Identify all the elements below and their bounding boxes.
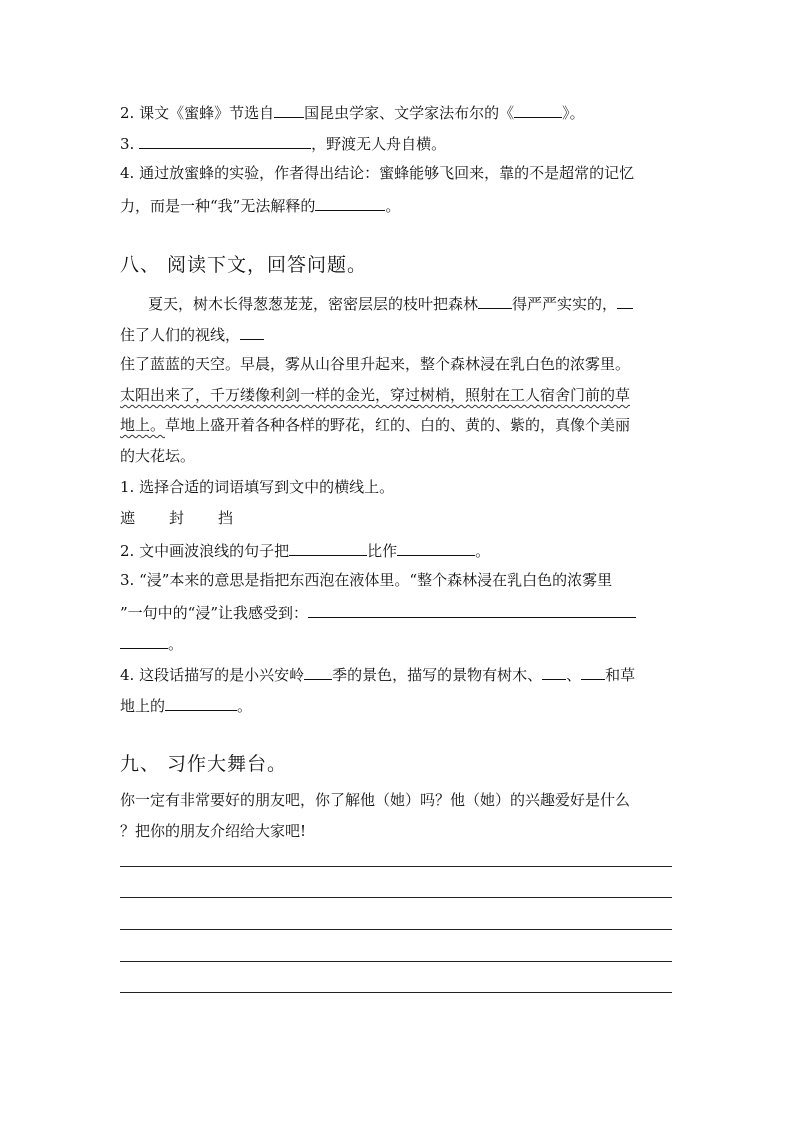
question-8-3-prefix: ”一句中的“浸”让我感受到： (120, 604, 309, 622)
question-8-4-prefix: 4. 这段话描写的是小兴安岭 (120, 666, 305, 684)
question-8-3-line1: 3. “浸”本来的意思是指把东西泡在液体里。“整个森林浸在乳白色的浓雾里 (120, 571, 613, 589)
passage-line-6: 的大花坛。 (120, 447, 196, 465)
question-8-4-suffix: 。 (237, 697, 253, 715)
answer-blank-8-2-b[interactable] (397, 539, 475, 556)
question-8-4-middle: 季的景色，描写的景物有树木、 (332, 666, 543, 684)
question-8-2-prefix: 2. 文中画波浪线的句子把 (120, 542, 290, 560)
writing-prompt-line1: 你一定有非常要好的朋友吧，你了解他（她）吗？他（她）的兴趣爱好是什么 (120, 791, 631, 809)
word-choice: 遮 (120, 509, 136, 527)
question-8-4-middle2: 和草 (605, 666, 636, 684)
passage-line-3: 住了蓝蓝的天空。早晨，雾从山谷里升起来，整个森林浸在乳白色的浓雾里。 (120, 355, 631, 373)
answer-blank-8-4-c[interactable] (581, 663, 605, 680)
writing-line[interactable] (120, 929, 672, 930)
passage-text: 夏天，树木长得葱葱茏茏，密密层层的枝叶把森林 (148, 295, 479, 313)
passage-blank-3[interactable] (240, 323, 264, 340)
question-8-3-suffix: 。 (168, 635, 184, 653)
question-8-4-separator: 、 (566, 666, 582, 684)
answer-blank-8-3-b[interactable] (120, 632, 168, 649)
wavy-underlined-sentence: 太阳出来了，千万缕像利剑一样的金光，穿过树梢，照射在工人宿舍门前的草 (120, 386, 631, 404)
writing-line[interactable] (120, 897, 672, 898)
answer-blank-7-4[interactable] (315, 194, 385, 211)
question-7-4-line2 (120, 194, 680, 216)
question-8-1: 1. 选择合适的词语填写到文中的横线上。 (120, 478, 395, 496)
question-7-2-suffix: 》。 (562, 104, 585, 122)
question-7-4-suffix: 。 (385, 197, 401, 215)
passage-line-1 (148, 292, 708, 314)
question-7-4-line1: 4. 通过放蜜蜂的实验，作者得出结论：蜜蜂能够飞回来，靠的不是超常的记忆 (120, 164, 635, 182)
passage-line-4 (120, 385, 680, 405)
writing-line[interactable] (120, 866, 672, 867)
question-7-2 (120, 101, 680, 123)
question-7-3-suffix: ，野渡无人舟自横。 (311, 135, 447, 153)
question-7-3-number: 3. (120, 135, 140, 153)
question-8-2 (120, 539, 680, 561)
question-8-4-prefix2: 地上的 (120, 697, 166, 715)
question-7-2-prefix: 2. 课文《蜜蜂》节选自 (120, 104, 275, 122)
writing-prompt-line2: ？把你的朋友介绍给大家吧! (120, 822, 307, 840)
answer-blank-7-3[interactable] (139, 132, 311, 149)
word-choice: 封 (169, 509, 185, 527)
passage-blank-2[interactable] (617, 292, 633, 309)
word-choice: 挡 (218, 509, 234, 527)
section-9-heading: 九、 习作大舞台。 (120, 753, 288, 775)
question-7-2-middle: 国昆虫学家、文学家法布尔的《 (304, 104, 515, 122)
question-8-4-line1 (120, 663, 680, 685)
question-8-2-suffix: 。 (475, 542, 491, 560)
answer-blank-8-3-a[interactable] (308, 601, 636, 618)
passage-blank-1[interactable] (478, 292, 512, 309)
writing-line[interactable] (120, 992, 672, 993)
section-8-heading: 八、 阅读下文，回答问题。 (120, 254, 368, 276)
answer-blank-8-4-b[interactable] (542, 663, 566, 680)
answer-blank-8-4-a[interactable] (304, 663, 332, 680)
answer-blank-8-4-d[interactable] (165, 694, 237, 711)
answer-blank-8-2-a[interactable] (289, 539, 367, 556)
passage-line-2 (120, 323, 680, 345)
wavy-underlined-sentence-end: 地上。 (120, 416, 166, 434)
passage-text: 住了人们的视线， (120, 326, 241, 344)
question-7-4-prefix: 力，而是一种“我”无法解释的 (120, 197, 316, 215)
word-choices (120, 508, 680, 528)
question-8-4-line2 (120, 694, 680, 716)
writing-line[interactable] (120, 961, 672, 962)
passage-line-5 (120, 415, 680, 435)
passage-text: 草地上盛开着各种各样的野花，红的、白的、黄的、紫的，真像个美丽 (165, 416, 631, 434)
question-8-2-middle: 比作 (367, 542, 398, 560)
question-8-3-line2 (120, 601, 680, 623)
question-7-3 (120, 132, 680, 154)
passage-text: 得严严实实的， (512, 295, 618, 313)
answer-blank-7-2-b[interactable] (514, 101, 562, 118)
question-8-3-line3 (120, 632, 680, 654)
answer-blank-7-2-a[interactable] (274, 101, 304, 118)
